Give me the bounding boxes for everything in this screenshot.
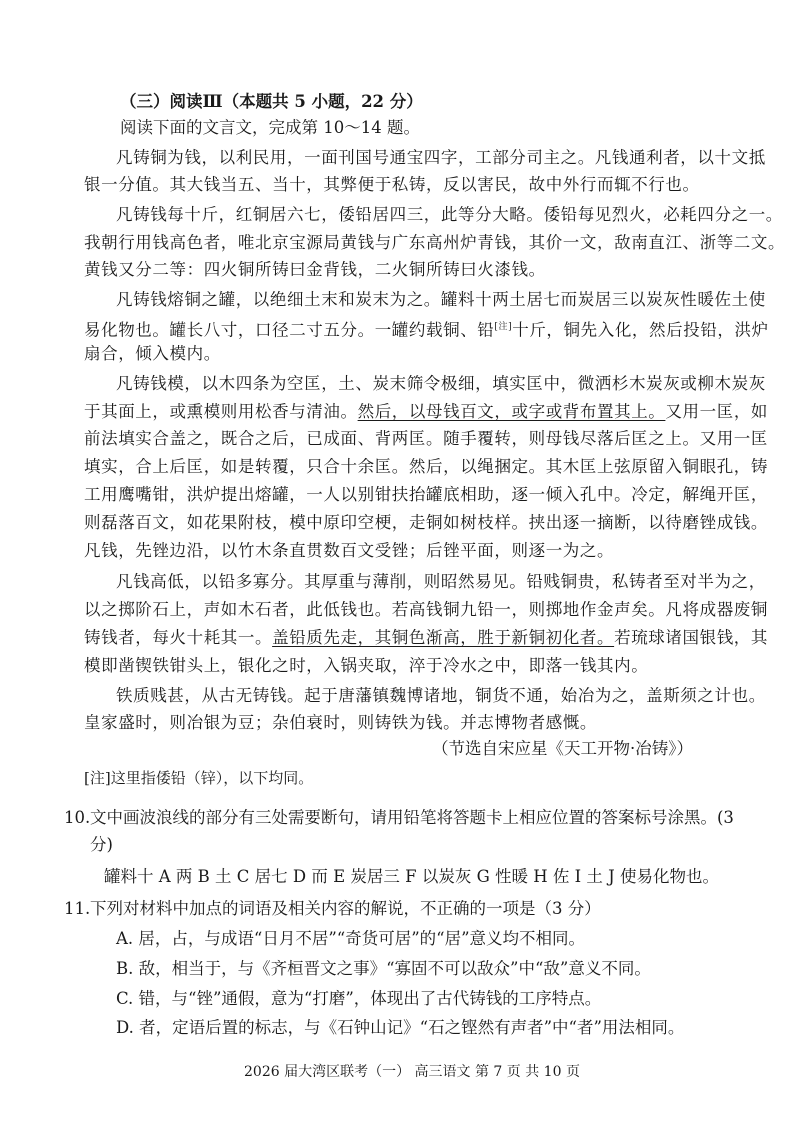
passage-line: 银一分值。其大钱当五、当十，其弊便于私铸，反以害民，故中外行而辄不行也。: [84, 175, 700, 194]
question-number: 10.: [64, 808, 91, 827]
option-label: C.: [116, 989, 134, 1008]
passage-segment: 若琉球诸国银钱，其: [614, 628, 769, 647]
passage-line: 凡铸铜为钱，以利民用，一面刊国号通宝四字，工部分司主之。凡钱通利者，以十文抵: [116, 148, 766, 167]
option-label: D.: [116, 1018, 134, 1037]
question-number: 11.: [64, 899, 91, 918]
passage-segment: 凡铸钱熔铜之罐，以绝细土末和炭末为之。罐料十两土居七而炭居三以炭灰性暖佐土使: [116, 290, 766, 309]
passage-line: 凡钱高低，以铅多寡分。其厚重与薄削，则昭然易见。铅贱铜贵，私铸者至对半为之，: [116, 572, 766, 591]
passage-line: 扇合，倾入模内。: [84, 344, 221, 363]
passage-source: （节选自宋应星《天工开物·冶铸》）: [432, 739, 693, 758]
section-heading: （三）阅读Ⅲ（本题共 5 小题，22 分）: [120, 92, 423, 111]
option-text: 者，定语后置的标志，与《石钟山记》“石之铿然有声者”中“者”用法相同。: [139, 1018, 685, 1037]
passage-segment: 十斤，铜先入化，然后投铅，洪炉: [512, 320, 769, 340]
answer-option-c: [116, 988, 601, 1010]
section-instruction: 阅读下面的文言文，完成第 10～14 题。: [120, 118, 420, 137]
question-stem-continued: 分): [90, 835, 113, 854]
passage-line: 皇家盛时，则冶银为豆；杂伯衰时，则铸铁为钱。并志博物者感慨。: [84, 713, 597, 732]
passage-line: [84, 627, 768, 649]
answer-options-line: 罐料十 A 两 B 土 C 居七 D 而 E 炭居三 F 以炭灰 G 性暖 H 佐 I 土 J 使易化物也。: [104, 867, 719, 886]
passage-line: [84, 401, 768, 423]
passage-line: 则磊落百文，如花果附枝，模中原印空梗，走铜如树枝样。挟出逐一摘断，以待磨锉成钱。: [84, 513, 768, 532]
passage-line: 铁质贱甚，从古无铸钱。起于唐藩镇魏博诸地，铜货不通，始冶为之，盖斯须之计也。: [116, 686, 766, 705]
option-label: A.: [116, 929, 134, 948]
question-stem: 文中画波浪线的部分有三处需要断句，请用铅笔将答题卡上相应位置的答案标号涂黑。(3: [90, 808, 734, 827]
passage-line: [84, 316, 769, 342]
answer-option-b: [116, 958, 651, 980]
option-text: 居，占，与成语“日月不居”“奇货可居”的“居”意义均不相同。: [138, 929, 586, 948]
passage-line: 填实，合上后匡，如是转覆，只合十余匡。然后，以绳捆定。其木匡上弦原留入铜眼孔，铸: [84, 457, 768, 476]
option-text: 敌，相当于，与《齐桓晋文之事》“寡固不可以敌众”中“敌”意义不同。: [138, 959, 651, 978]
option-text: 错，与“锉”通假，意为“打磨”，体现出了古代铸钱的工序特点。: [138, 989, 602, 1008]
passage-segment: 又用一匡，如: [665, 402, 769, 421]
passage-footnote: [注]这里指倭铅（锌），以下均同。: [84, 769, 314, 787]
passage-line: 凡铸钱每十斤，红铜居六七，倭铅居四三，此等分大略。倭铅每见烈火，必耗四分之一。: [116, 205, 783, 224]
passage-line: 黄钱又分二等：四火铜所铸曰金背钱，二火铜所铸曰火漆钱。: [84, 260, 546, 279]
passage-line: 我朝行用钱高色者，唯北京宝源局黄钱与广东高州炉青钱，其价一文，敌南直江、浙等二文。: [84, 233, 786, 252]
passage-line: 模即凿锲铁钳头上，银化之时，入锅夹取，淬于冷水之中，即落一钱其内。: [84, 656, 649, 675]
passage-segment: 铸钱者，每火十耗其一。: [84, 628, 273, 647]
passage-line: 工用鹰嘴钳，洪炉提出熔罐，一人以别钳扶抬罐底相助，逐一倾入孔中。冷定，解绳开匡，: [84, 485, 768, 504]
passage-line: [116, 289, 766, 311]
passage-segment: 易化物也。罐长八寸，口径二寸五分。一罐约载铜、铅: [84, 320, 495, 340]
note-marker: [注]: [494, 322, 513, 332]
answer-option-a: [116, 928, 585, 950]
option-label: B.: [116, 959, 134, 978]
underlined-sentence: 然后，以母钱百文，或字或背布置其上。: [357, 402, 666, 421]
passage-segment: 于其面上，或熏模则用松香与清油。: [84, 402, 358, 421]
question-stem: 下列对材料中加点的词语及相关内容的解说，不正确的一项是（3 分）: [90, 899, 601, 918]
passage-line: 凡钱，先锉边沿，以竹木条直贯数百文受锉；后锉平面，则逐一为之。: [84, 541, 615, 560]
passage-line: 以之掷阶石上，声如木石者，此低钱也。若高钱铜九铅一，则掷地作金声矣。凡将成器废铜: [84, 600, 768, 619]
page-footer: 2026 届大湾区联考（一） 高三语文 第 7 页 共 10 页: [244, 1064, 580, 1080]
passage-line: 前法填实合盖之，既合之后，已成面、背两匡。随手覆转，则母钱尽落后匡之上。又用一匡: [84, 429, 768, 448]
underlined-sentence: 盖铅质先走，其铜色渐高，胜于新铜初化者。: [272, 628, 615, 647]
passage-line: 凡铸钱模，以木四条为空匡，土、炭末筛令极细，填实匡中，微洒杉木炭灰或柳木炭灰: [116, 374, 766, 393]
answer-option-d: [116, 1017, 684, 1039]
